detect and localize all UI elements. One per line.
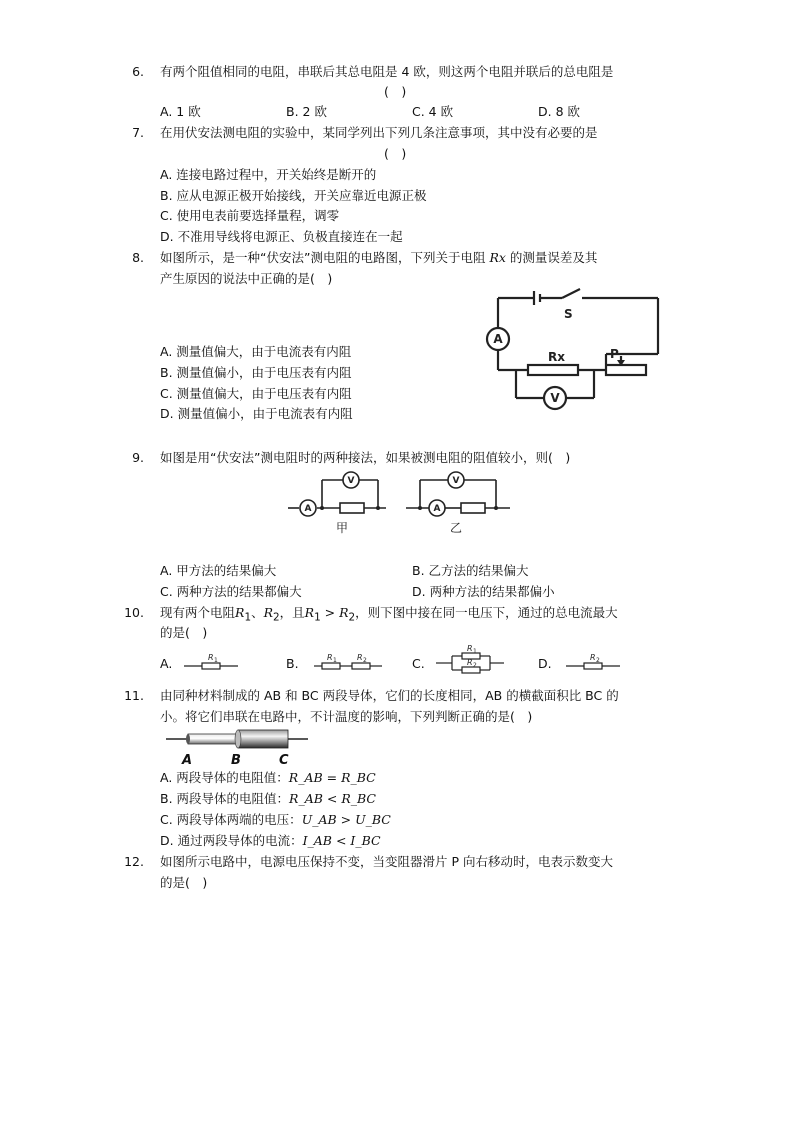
question-11-option-b-text: B. 两段导体的电阻值： <box>160 791 290 806</box>
question-8-number: 8. <box>132 250 144 265</box>
question-11-option-a-text: A. 两段导体的电阻值： <box>160 770 289 785</box>
question-9-left-ammeter-label: A <box>304 504 312 514</box>
question-9-left-voltmeter-label: V <box>347 476 355 486</box>
question-11-line-1: 由同种材料制成的 AB 和 BC 两段导体，它们的长度相同，AB 的横截面积比 BC 的 <box>160 688 619 703</box>
question-11-option-c <box>160 812 391 828</box>
question-11-option-d-expr: I_AB < I_BC <box>302 833 381 848</box>
question-10-b-r1-label: R <box>327 653 333 662</box>
question-12-line-2: 的是( ) <box>160 875 208 890</box>
question-10-option-b: B. <box>286 656 299 671</box>
question-10-d-r-label: R <box>590 653 596 662</box>
question-8-option-a: A. 测量值偏大，由于电流表有内阻 <box>160 344 352 359</box>
question-8-line-1 <box>160 250 597 266</box>
question-11-line-2: 小。将它们串联在电路中，不计温度的影响，下列判断正确的是( ) <box>160 709 533 724</box>
question-7-number: 7. <box>132 125 144 140</box>
question-9-number: 9. <box>132 450 144 465</box>
question-8-line-1-start: 如图所示，是一种“伏安法”测电阻的电路图，下列关于电阻 <box>160 250 490 265</box>
question-9-option-d: D. 两种方法的结果都偏小 <box>412 584 555 599</box>
question-8-option-d: D. 测量值偏小，由于电流表有内阻 <box>160 406 353 421</box>
question-8-circuit-diagram <box>484 288 664 410</box>
question-9-label-jia: 甲 <box>335 521 349 535</box>
question-6-number: 6. <box>132 64 144 79</box>
question-9-option-b: B. 乙方法的结果偏大 <box>412 563 529 578</box>
question-6-bracket: ( ) <box>384 84 407 99</box>
question-6-text: 有两个阻值相同的电阻，串联后其总电阻是 4 欧，则这两个电阻并联后的总电阻是 <box>160 64 614 79</box>
question-8-rx-label: Rx <box>548 350 565 364</box>
question-10-line-1-start: 现有两个电阻 <box>160 605 236 620</box>
question-6-option-d: D. 8 欧 <box>538 104 580 119</box>
question-10-separator: 、 <box>251 605 264 620</box>
question-10-relation-r1: R <box>304 605 315 620</box>
question-10-option-d-diagram <box>566 652 622 672</box>
question-10-b-r2-sub: 2 <box>363 657 367 664</box>
question-7-text: 在用伏安法测电阻的实验中，某同学列出下列几条注意事项，其中没有必要的是 <box>160 125 598 140</box>
question-7-bracket: ( ) <box>384 146 407 161</box>
question-8-line-1-end: 的测量误差及其 <box>505 250 598 265</box>
question-11-option-c-text: C. 两段导体两端的电压： <box>160 812 302 827</box>
question-10-relation-r1-subscript: 1 <box>314 611 321 624</box>
question-9-option-c: C. 两种方法的结果都偏大 <box>160 584 302 599</box>
question-11-conductor-figure <box>166 728 316 768</box>
question-8-option-c: C. 测量值偏大，由于电压表有内阻 <box>160 386 352 401</box>
question-8-voltmeter-label: V <box>550 391 560 405</box>
question-9-right-ammeter-label: A <box>433 504 441 514</box>
question-10-c-r1-label: R <box>467 644 473 653</box>
question-10-relation-r2: R <box>339 605 349 620</box>
question-11-option-a <box>160 770 376 786</box>
question-10-r1-subscript: 1 <box>244 611 252 624</box>
question-8-option-b: B. 测量值偏小，由于电压表有内阻 <box>160 365 352 380</box>
question-10-r2-symbol: R <box>263 605 273 620</box>
question-8-variable-rx: Rx <box>489 250 506 265</box>
question-10-option-d: D. <box>538 656 552 671</box>
question-11-option-d <box>160 833 381 849</box>
question-10-number: 10. <box>124 605 144 620</box>
question-7-option-a: A. 连接电路过程中，开关始终是断开的 <box>160 167 377 182</box>
question-11-number: 11. <box>124 688 144 703</box>
question-9-circuit-diagrams <box>286 466 516 536</box>
question-6-option-c: C. 4 欧 <box>412 104 454 119</box>
question-10-option-b-diagram <box>314 652 384 672</box>
question-10-r2-subscript: 2 <box>273 611 280 624</box>
question-11-point-b: B <box>231 753 241 768</box>
question-9-text: 如图是用“伏安法”测电阻时的两种接法，如果被测电阻的阻值较小，则( ) <box>160 450 571 465</box>
question-7-option-b: B. 应从电源正极开始接线，开关应靠近电源正极 <box>160 188 427 203</box>
question-11-option-b <box>160 791 376 807</box>
question-10-a-r-sub: 1 <box>214 657 218 664</box>
question-11-option-b-expr: R_AB < R_BC <box>289 791 376 806</box>
question-8-ammeter-label: A <box>493 332 503 346</box>
question-10-option-a: A. <box>160 656 173 671</box>
question-10-d-r-sub: 2 <box>596 657 600 664</box>
question-10-relation-r2-subscript: 2 <box>348 611 356 624</box>
question-12-number: 12. <box>124 854 144 869</box>
question-10-conjunction: ，且 <box>279 605 305 620</box>
question-9-option-a: A. 甲方法的结果偏大 <box>160 563 277 578</box>
question-11-option-c-expr: U_AB > U_BC <box>301 812 391 827</box>
question-10-option-c-diagram <box>436 645 506 677</box>
question-6-option-b: B. 2 欧 <box>286 104 327 119</box>
question-10-a-r-label: R <box>208 653 214 662</box>
question-9-right-voltmeter-label: V <box>452 476 460 486</box>
question-10-r1-symbol: R <box>235 605 245 620</box>
question-10-option-a-diagram <box>184 652 240 672</box>
question-8-switch-label: S <box>564 307 573 321</box>
question-10-c-r2-sub: 2 <box>473 662 477 669</box>
question-10-line-2: 的是( ) <box>160 625 208 640</box>
question-10-relation-sign: > <box>320 605 340 620</box>
question-11-point-a: A <box>182 753 193 768</box>
question-7-option-c: C. 使用电表前要选择量程，调零 <box>160 208 340 223</box>
question-12-line-1: 如图所示电路中，电源电压保持不变，当变阻器滑片 P 向右移动时，电表示数变大 <box>160 854 613 869</box>
question-11-option-d-text: D. 通过两段导体的电流： <box>160 833 303 848</box>
question-8-line-2: 产生原因的说法中正确的是( ) <box>160 271 333 286</box>
question-10-c-r1-sub: 1 <box>473 648 477 655</box>
question-10-b-r2-label: R <box>357 653 363 662</box>
question-11-option-a-expr: R_AB = R_BC <box>288 770 376 785</box>
question-10-line-1-end: ，则下图中接在同一电压下，通过的总电流最大 <box>355 605 618 620</box>
question-10-line-1 <box>160 605 618 626</box>
question-8-slider-label: P <box>610 347 619 361</box>
question-7-option-d: D. 不准用导线将电源正、负极直接连在一起 <box>160 229 403 244</box>
question-10-c-r2-label: R <box>467 658 473 667</box>
question-10-b-r1-sub: 1 <box>333 657 337 664</box>
question-10-option-c: C. <box>412 656 425 671</box>
question-9-label-yi: 乙 <box>449 521 463 535</box>
question-6-option-a: A. 1 欧 <box>160 104 201 119</box>
question-11-point-c: C <box>279 753 289 768</box>
